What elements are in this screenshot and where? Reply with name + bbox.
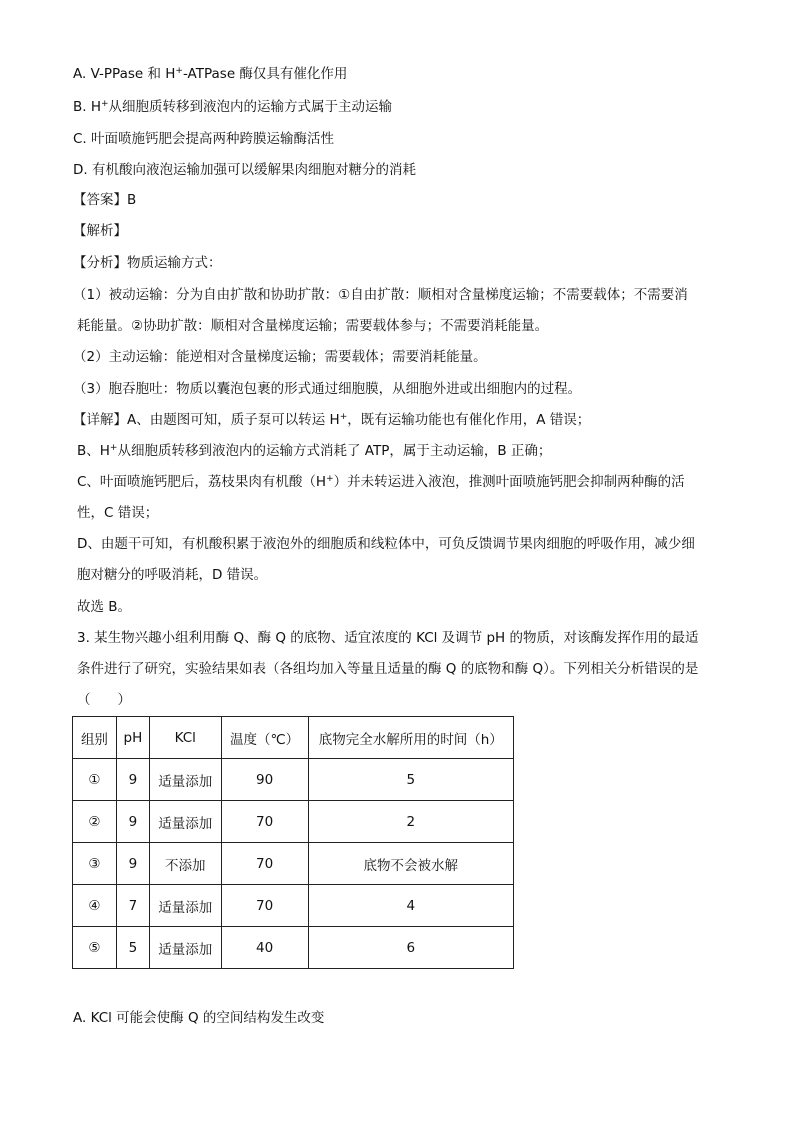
table-cell: 2 [308,801,513,843]
answer-line [73,190,136,210]
fenxi-label: 【分析】 [73,255,127,271]
table-row [73,801,514,843]
detail-b-superscript: + [109,443,118,453]
option-a-superscript: + [175,66,183,76]
table-cell: 适量添加 [149,801,221,843]
passive-transport-line-1: （1）被动运输：分为自由扩散和协助扩散：①自由扩散：顺相对含量梯度运输；不需要载体；不需要消 [73,287,688,303]
option-a [73,64,347,84]
option-d: D. 有机酸向液泡运输加强可以缓解果肉细胞对糖分的消耗 [73,162,416,178]
option-b-superscript: + [101,99,109,109]
table-header-cell: pH [116,717,149,759]
table-cell: ① [73,759,117,801]
table-cell: 不添加 [149,843,221,885]
table-cell: 适量添加 [149,927,221,969]
detail-c-superscript: + [326,474,334,484]
detail-c-line-1 [77,472,685,492]
analysis-label: 【解析】 [73,223,127,239]
detail-b-text-1: B、H [77,443,110,459]
detail-a-text-1: A、由题图可知，质子泵可以转运 H [127,412,340,428]
question-3-stem-line-3: （ ） [77,692,131,708]
table-cell: 9 [116,759,149,801]
table-cell: 9 [116,843,149,885]
table-row [73,927,514,969]
table-cell: 70 [221,801,308,843]
table-cell: 5 [116,927,149,969]
table-cell: 底物不会被水解 [308,843,513,885]
option-a-text-2: -ATPase 酶仅具有催化作用 [182,66,348,82]
table-row [73,885,514,927]
detail-a-text-2: ，既有运输功能也有催化作用，A 错误； [347,412,591,428]
table-row [73,843,514,885]
table-cell: 40 [221,927,308,969]
table-header-row [73,717,514,759]
option-b-text-1: B. H [73,99,101,115]
table-row [73,759,514,801]
detail-b [77,441,551,461]
table-header-cell: KCl [149,717,221,759]
table-header-cell: 温度（℃） [221,717,308,759]
table-cell: 90 [221,759,308,801]
table-cell: 70 [221,843,308,885]
table-cell: 7 [116,885,149,927]
table-header-cell: 底物完全水解所用的时间（h） [308,717,513,759]
detail-c-text-1: C、叶面喷施钙肥后，荔枝果肉有机酸（H [77,474,327,490]
detail-a [73,410,590,430]
question-3-option-a: A. KCl 可能会使酶 Q 的空间结构发生改变 [73,1010,325,1026]
detail-d-line-1: D、由题干可知，有机酸积累于液泡外的细胞质和线粒体中，可负反馈调节果肉细胞的呼吸作用，减少细 [77,536,695,552]
table-cell: ② [73,801,117,843]
table-cell: 4 [308,885,513,927]
question-3-stem-line-2: 条件进行了研究，实验结果如表（各组均加入等量且适量的酶 Q 的底物和酶 Q）。下列相关分析错误的是 [77,661,699,677]
table-cell: 5 [308,759,513,801]
table-cell: ③ [73,843,117,885]
experiment-table [72,716,514,969]
table-cell: ④ [73,885,117,927]
table-cell: 70 [221,885,308,927]
question-3-stem-line-1: 3. 某生物兴趣小组利用酶 Q、酶 Q 的底物、适宜浓度的 KCl 及调节 pH 的物质，对该酶发挥作用的最适 [77,630,699,646]
answer-value: B [127,192,137,208]
xiangjie-label: 【详解】 [73,412,127,428]
detail-c-text-2: ）并未转运进入液泡，推测叶面喷施钙肥会抑制两种酶的活 [333,474,685,490]
table-cell: 适量添加 [149,885,221,927]
option-b-text-2: 从细胞质转移到液泡内的运输方式属于主动运输 [108,99,393,115]
detail-d-line-2: 胞对糖分的呼吸消耗，D 错误。 [77,567,268,583]
table-header-cell: 组别 [73,717,117,759]
detail-c-line-2: 性，C 错误； [77,505,159,521]
table-cell: 6 [308,927,513,969]
conclusion: 故选 B。 [77,599,132,615]
passive-transport-line-2: 耗能量。②协助扩散：顺相对含量梯度运输；需要载体参与；不需要消耗能量。 [77,318,549,334]
option-a-text-1: A. V-PPase 和 H [73,66,176,82]
table-cell: 9 [116,801,149,843]
detail-b-text-2: 从细胞质转移到液泡内的运输方式消耗了 ATP，属于主动运输，B 正确； [117,443,552,459]
option-c: C. 叶面喷施钙肥会提高两种跨膜运输酶活性 [73,131,335,147]
answer-label: 【答案】 [73,192,127,208]
detail-a-superscript: + [339,412,348,422]
table-cell: ⑤ [73,927,117,969]
table-cell: 适量添加 [149,759,221,801]
fenxi-line [73,253,222,273]
endocytosis-line: （3）胞吞胞吐：物质以囊泡包裹的形式通过细胞膜，从细胞外进或出细胞内的过程。 [73,381,582,397]
option-b [73,97,392,117]
active-transport-line: （2）主动运输：能逆相对含量梯度运输；需要载体；需要消耗能量。 [73,349,487,365]
fenxi-text: 物质运输方式： [127,255,222,271]
